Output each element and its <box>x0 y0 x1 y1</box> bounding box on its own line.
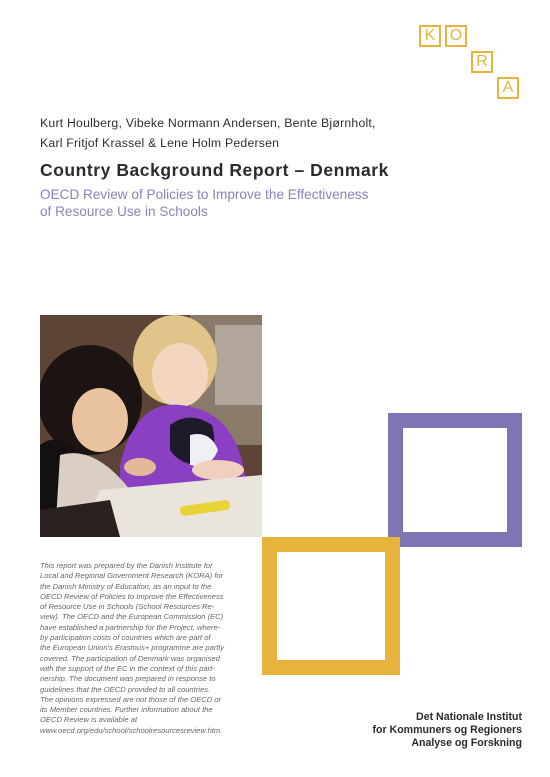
authors <box>40 113 440 153</box>
disclaimer-link[interactable]: www.oecd.org/edu/school/schoolresourcesreview.htm. <box>40 725 223 735</box>
logo-letter-o: O <box>445 25 467 47</box>
disclaimer-line: by participation costs of countries which are part of <box>40 633 211 643</box>
disclaimer-line: guidelines that the OECD provided to all countries. <box>40 684 211 694</box>
disclaimer-text <box>40 561 270 736</box>
decorative-purple-square <box>388 413 522 547</box>
subtitle-line-2: of Resource Use in Schools <box>40 204 208 219</box>
report-title: Country Background Report – Denmark <box>40 160 389 180</box>
disclaimer-line: covered. The participation of Denmark was organised <box>40 653 220 663</box>
disclaimer-line: the Danish Ministry of Education, as an input to the <box>40 581 212 591</box>
disclaimer-line: its Member countries. Further information about the <box>40 705 213 715</box>
disclaimer-line: have established a partnership for the Project, where- <box>40 622 221 632</box>
report-subtitle <box>40 186 510 220</box>
authors-line-2: Karl Fritjof Krassel & Lene Holm Pedersen <box>40 136 280 150</box>
disclaimer-line: of Resource Use in Schools (School Resources Re- <box>40 602 215 612</box>
institute-line-1: Det Nationale Institut <box>416 711 522 723</box>
logo-letter-r: R <box>471 51 493 73</box>
disclaimer-line: OECD Review of Policies to Improve the Effectiveness <box>40 591 224 601</box>
disclaimer-line: Local and Regional Government Research (KORA) for <box>40 571 224 581</box>
disclaimer-line: with the support of the EC in the context of this part- <box>40 663 215 673</box>
decorative-yellow-square <box>262 537 400 675</box>
disclaimer-line: OECD Review is available at <box>40 715 138 725</box>
subtitle-line-1: OECD Review of Policies to Improve the Effectiveness <box>40 187 369 202</box>
photo-illustration <box>40 315 262 537</box>
logo-letter-a: A <box>497 77 519 99</box>
authors-line-1: Kurt Houlberg, Vibeke Normann Andersen, Bente Bjørnholt, <box>40 116 376 130</box>
disclaimer-line: the European Union's Erasmus+ programme are partly <box>40 643 225 653</box>
institute-line-3: Analyse og Forskning <box>411 736 522 749</box>
institute-name <box>342 711 522 749</box>
disclaimer-line: The opinions expressed are not those of the OECD or <box>40 694 222 704</box>
kora-logo <box>419 25 524 105</box>
disclaimer-line: This report was prepared by the Danish Institute for <box>40 561 213 570</box>
logo-letter-k: K <box>419 25 441 47</box>
disclaimer-line: nership. The document was prepared in response to <box>40 674 216 684</box>
disclaimer-line: view). The OECD and the European Commission (EC) <box>40 612 224 622</box>
children-in-classroom-photo <box>40 315 262 537</box>
institute-line-2: for Kommuners og Regioners <box>372 723 522 736</box>
